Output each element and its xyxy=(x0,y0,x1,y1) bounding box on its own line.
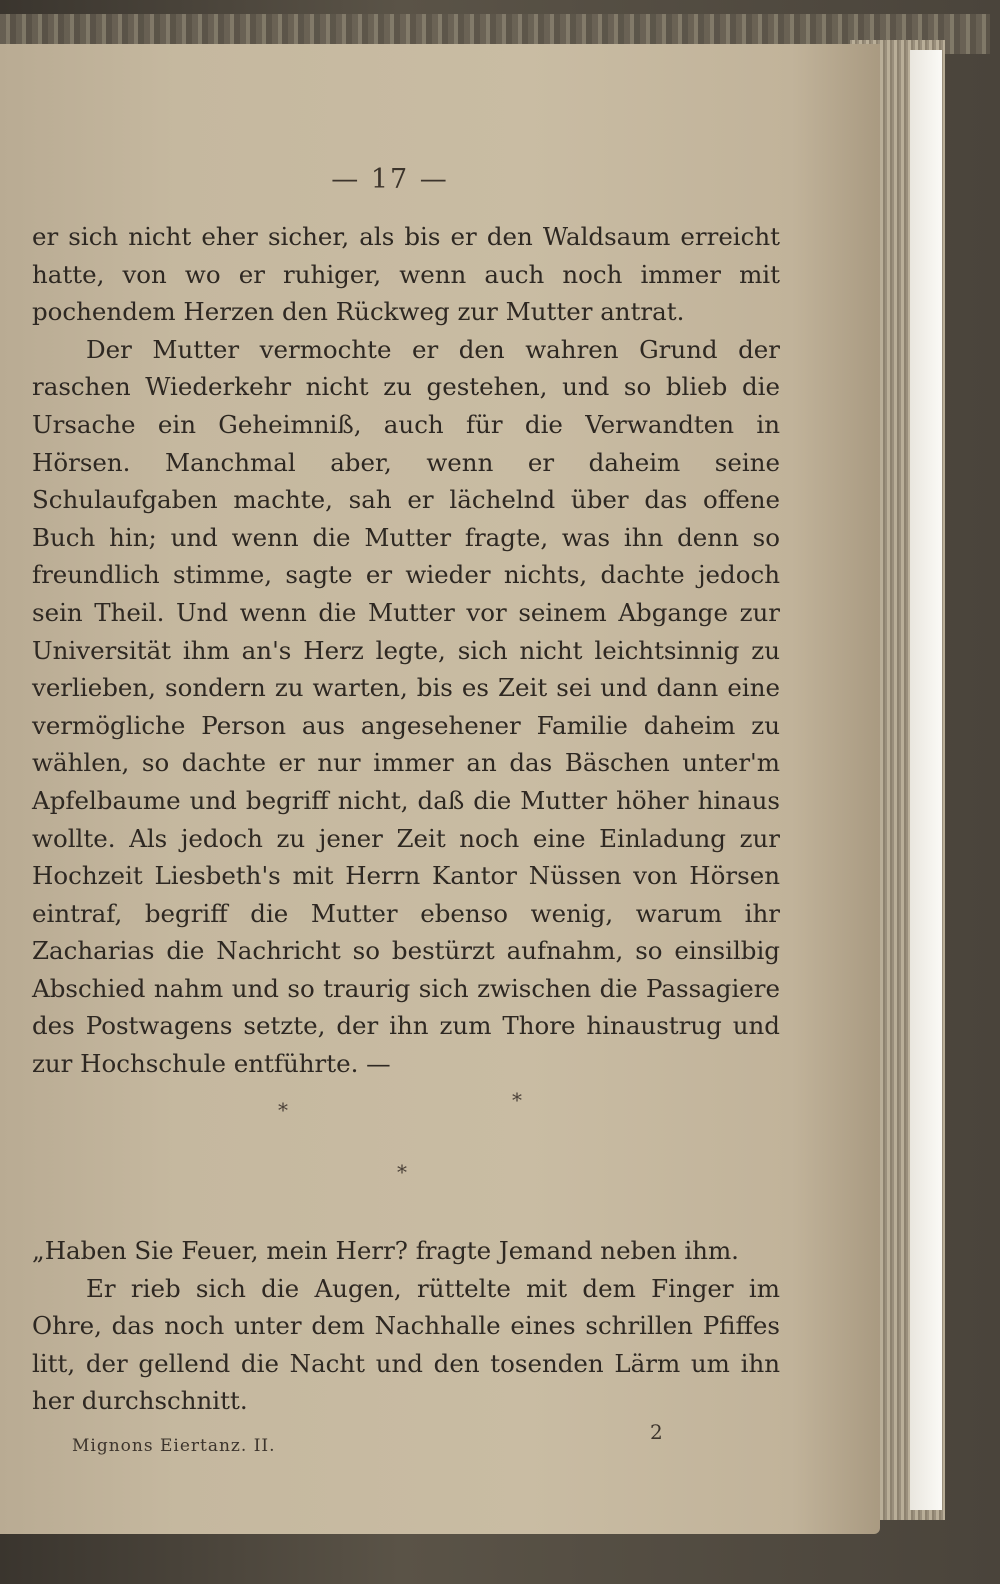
asterism xyxy=(0,1084,800,1194)
paragraph-1: er sich nicht eher sicher, als bis er den Waldsaum erreicht hatte, von wo er ruhiger, wenn auch noch immer mit pochendem Herzen den Rückweg zur Mutter antrat. xyxy=(32,222,780,327)
asterisk-left: * xyxy=(278,1098,288,1122)
asterisk-center: * xyxy=(397,1160,407,1184)
body-text xyxy=(32,218,780,1083)
page-edge-white xyxy=(910,50,942,1510)
paragraph-4: Er rieb sich die Augen, rüttelte mit dem Finger im Ohre, das noch unter dem Nachhalle eines schrillen Pfiffes litt, der gellend die Nacht und den tosenden Lärm um ihn her durchschnitt. xyxy=(32,1273,780,1416)
book-page xyxy=(0,44,880,1534)
signature-mark: 2 xyxy=(650,1420,663,1444)
asterisk-right: * xyxy=(512,1088,522,1112)
paragraph-3: „Haben Sie Feuer, mein Herr? fragte Jemand neben ihm. xyxy=(32,1236,739,1265)
body-text-2 xyxy=(32,1232,780,1420)
page-number: — 17 — xyxy=(331,164,449,195)
signature-line: Mignons Eiertanz. II. xyxy=(72,1436,276,1456)
paragraph-2: Der Mutter vermochte er den wahren Grund der raschen Wiederkehr nicht zu gestehen, und so blieb die Ursache ein Geheimniß, auch für die Verwandten in Hörsen. Manchmal aber, wenn er daheim seine Schulaufgaben machte, sah er lächelnd über das offene Buch hin; und wenn die Mutter fragte, was ihn denn so freundlich stimme, sagte er wieder nichts, dachte jedoch sein Theil. Und wenn die Mutter vor seinem Abgange zur Universität ihm an's Herz legte, sich nicht leichtsinnig zu verlieben, sondern zu warten, bis es Zeit sei und dann eine vermögliche Person aus angesehener Familie daheim zu wählen, so dachte er nur immer an das Bäschen unter'm Apfelbaume und begriff nicht, daß die Mutter höher hinaus wollte. Als jedoch zu jener Zeit noch eine Einladung zur Hochzeit Liesbeth's mit Herrn Kantor Nüssen von Hörsen eintraf, begriff die Mutter ebenso wenig, warum ihr Zacharias die Nachricht so bestürzt aufnahm, so einsilbig Abschied nahm und so traurig sich zwischen die Passagiere des Postwagens setzte, der ihn zum Thore hinaustrug und zur Hochschule entführte. — xyxy=(32,334,780,1079)
